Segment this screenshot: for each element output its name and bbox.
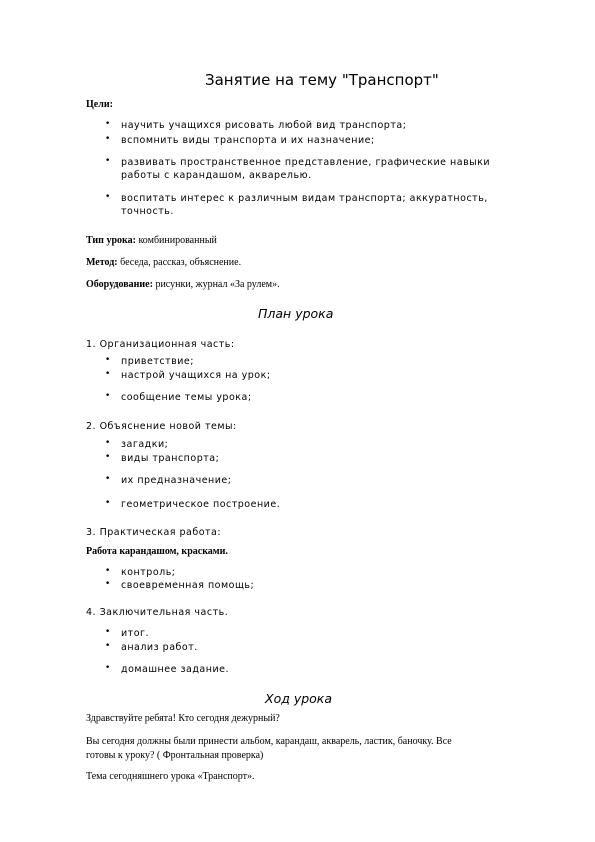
course-paragraph: Здравствуйте ребята! Кто сегодня дежурный? [86, 713, 280, 724]
plan-section-note: Работа карандашом, красками. [86, 546, 228, 557]
plan-item: сообщение темы урока; [121, 392, 252, 403]
course-paragraph: Тема сегодняшнего урока «Транспорт». [86, 771, 255, 782]
lesson-type-label: Тип урока: [86, 235, 136, 246]
bullet-icon: • [105, 627, 111, 637]
lesson-type [86, 235, 217, 246]
method-value: беседа, рассказ, объяснение. [117, 257, 242, 268]
plan-heading: План урока [258, 306, 334, 321]
bullet-icon: • [105, 134, 111, 144]
goal-item: вспомнить виды транспорта и их назначение; [121, 135, 375, 146]
plan-section-title: 2. Объяснение новой темы: [86, 421, 237, 432]
bullet-icon: • [105, 579, 111, 589]
page-title: Занятие на тему "Транспорт" [205, 71, 439, 89]
bullet-icon: • [105, 391, 111, 401]
goal-item: научить учащихся рисовать любой вид транспорта; [121, 120, 407, 131]
goal-item-continuation: работы с карандашом, акварелью. [121, 170, 312, 181]
goal-item-continuation: точность. [121, 206, 174, 217]
bullet-icon: • [105, 498, 111, 508]
bullet-icon: • [105, 452, 111, 462]
plan-section-title: 3. Практическая работа: [86, 527, 222, 538]
bullet-icon: • [105, 156, 111, 166]
bullet-icon: • [105, 438, 111, 448]
equipment [86, 279, 280, 290]
bullet-icon: • [105, 192, 111, 202]
plan-item: контроль; [121, 567, 176, 578]
plan-item: виды транспорта; [121, 453, 220, 464]
bullet-icon: • [105, 119, 111, 129]
course-heading: Ход урока [265, 691, 333, 706]
plan-section-title: 1. Организационная часть: [86, 339, 235, 350]
plan-item: итог. [121, 628, 150, 639]
goals-label: Цели: [86, 99, 113, 110]
plan-item: приветствие; [121, 356, 194, 367]
course-paragraph: Вы сегодня должны были принести альбом, карандаш, акварель, ластик, баночку. Все [86, 736, 452, 747]
equipment-value: рисунки, журнал «За рулем». [152, 279, 280, 290]
method [86, 257, 241, 268]
plan-item: анализ работ. [121, 642, 198, 653]
method-label: Метод: [86, 257, 118, 268]
plan-item: загадки; [121, 439, 169, 450]
plan-item: домашнее задание. [121, 664, 229, 675]
plan-item: настрой учащихся на урок; [121, 370, 271, 381]
plan-item: своевременная помощь; [121, 580, 255, 591]
course-paragraph-continuation: готовы к уроку? ( Фронтальная проверка) [86, 750, 264, 761]
goal-item: воспитать интерес к различным видам транспорта; аккуратность, [121, 193, 488, 204]
goal-item: развивать пространственное представление, графические навыки [121, 157, 491, 168]
equipment-label: Оборудование: [86, 279, 153, 290]
lesson-type-value: комбинированный [135, 235, 217, 246]
bullet-icon: • [105, 355, 111, 365]
bullet-icon: • [105, 474, 111, 484]
plan-item: их предназначение; [121, 475, 232, 486]
bullet-icon: • [105, 641, 111, 651]
bullet-icon: • [105, 566, 111, 576]
plan-section-title: 4. Заключительная часть. [86, 607, 229, 618]
plan-item: геометрическое построение. [121, 499, 281, 510]
bullet-icon: • [105, 369, 111, 379]
bullet-icon: • [105, 663, 111, 673]
